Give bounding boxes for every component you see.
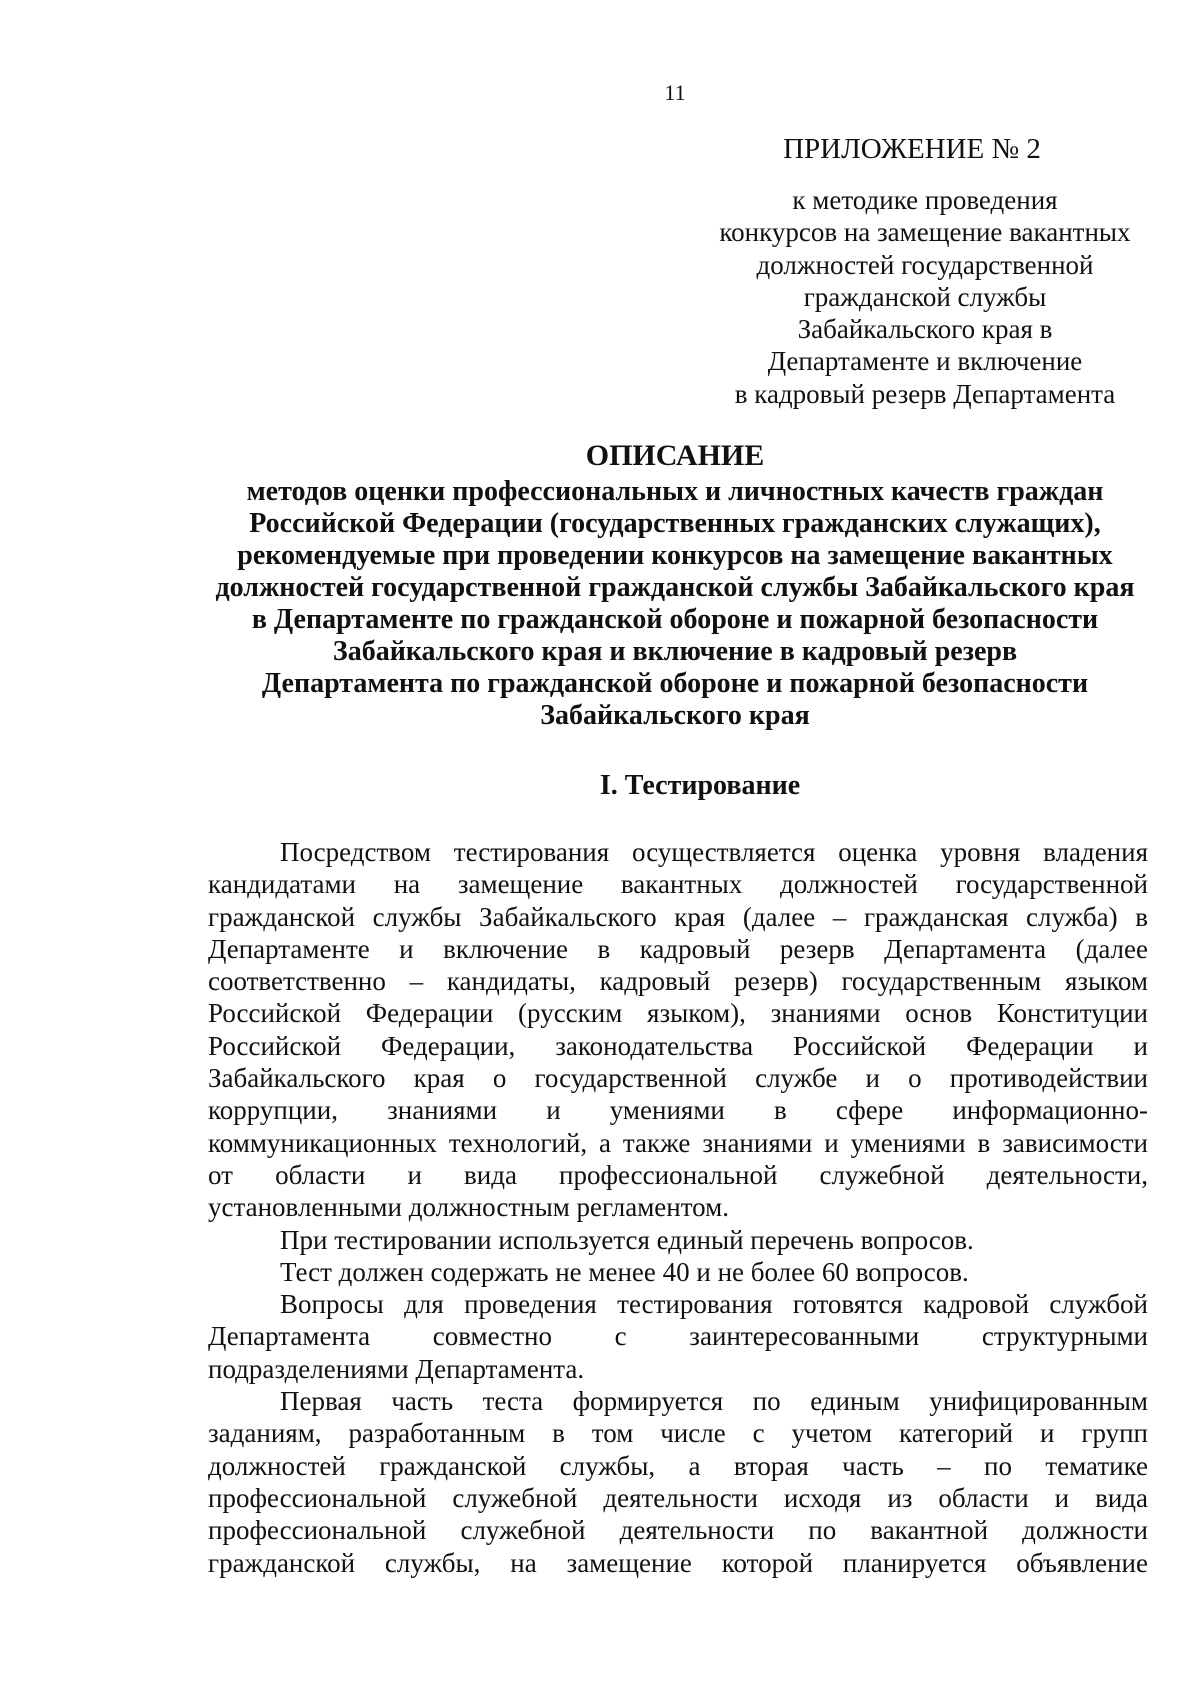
body-line: Вопросы для проведения тестирования готовятся кадровой службой [280,1289,1148,1320]
document-heading [150,440,1200,732]
body-line: профессиональной служебной деятельности исходя из области и вида [208,1482,1148,1513]
appendix-subtitle-line: гражданской службы [803,281,1047,312]
body-line: Департаменте и включение в кадровый резерв Департамента (далее [208,933,1148,964]
appendix-subtitle-line: в кадровый резерв Департамента [734,378,1116,409]
body-line: коммуникационных технологий, а также знаниями и умениями в зависимости [208,1127,1148,1158]
heading-line: в Департаменте по гражданской обороне и пожарной безопасности [251,604,1099,635]
body-line: гражданской службы Забайкальского края (далее – гражданская служба) в [208,901,1148,932]
appendix-title: ПРИЛОЖЕНИЕ № 2 [783,133,1041,165]
body-line: При тестировании используется единый перечень вопросов. [280,1224,974,1255]
body-line: должностей гражданской службы, а вторая часть – по тематике [208,1450,1148,1481]
body-line: профессиональной служебной деятельности по вакантной должности [208,1515,1148,1546]
appendix-subtitle-line: к методике проведения [792,185,1058,215]
heading-title: ОПИСАНИЕ [585,439,765,472]
heading-line: Департамента по гражданской обороне и пожарной безопасности [261,668,1089,699]
body-line: Российской Федерации (русским языком), знаниями основ Конституции [208,998,1148,1029]
page-number: 11 [664,80,686,105]
heading-line: методов оценки профессиональных и личностных качеств граждан [246,476,1104,507]
heading-line: Забайкальского края [540,700,810,731]
body-line: от области и вида профессиональной служебной деятельности, [208,1159,1148,1190]
body-line: коррупции, знаниями и умениями в сфере информационно- [208,1095,1148,1126]
heading-line: рекомендуемые при проведении конкурсов на замещение вакантных [237,540,1113,571]
body-line: Департамента совместно с заинтересованными структурными [208,1321,1148,1352]
body-line: заданиям, разработанным в том числе с учетом категорий и групп [208,1418,1148,1449]
heading-line: Забайкальского края и включение в кадровый резерв [332,636,1018,667]
heading-line: должностей государственной гражданской службы Забайкальского края [215,572,1135,603]
body-line: соответственно – кандидаты, кадровый резерв) государственным языком [208,966,1148,997]
body-line: гражданской службы, на замещение которой планируется объявление [208,1547,1148,1578]
appendix-subtitle-line: должностей государственной [756,249,1094,280]
section-title: I. Тестирование [599,770,801,801]
heading-line: Российской Федерации (государственных гражданских служащих), [249,508,1101,539]
appendix-subtitle-line: Забайкальского края в [797,314,1053,345]
appendix-subtitle-line: Департаменте и включение [767,346,1083,377]
body-line: подразделениями Департамента. [208,1353,585,1384]
body-line: Российской Федерации, законодательства Российской Федерации и [208,1030,1148,1061]
body-line: установленными должностным регламентом. [208,1192,729,1223]
body-line: Первая часть теста формируется по единым унифицированным [280,1386,1148,1417]
body-line: Посредством тестирования осуществляется оценка уровня владения [280,837,1148,867]
appendix-subtitle-line: конкурсов на замещение вакантных [719,217,1131,248]
body-line: Тест должен содержать не менее 40 и не более 60 вопросов. [280,1256,969,1287]
appendix-subtitle [700,184,1150,410]
body-line: кандидатами на замещение вакантных должностей государственной [208,869,1148,900]
body-line: Забайкальского края о государственной службе и о противодействии [208,1063,1148,1094]
body-text [208,836,1148,1579]
